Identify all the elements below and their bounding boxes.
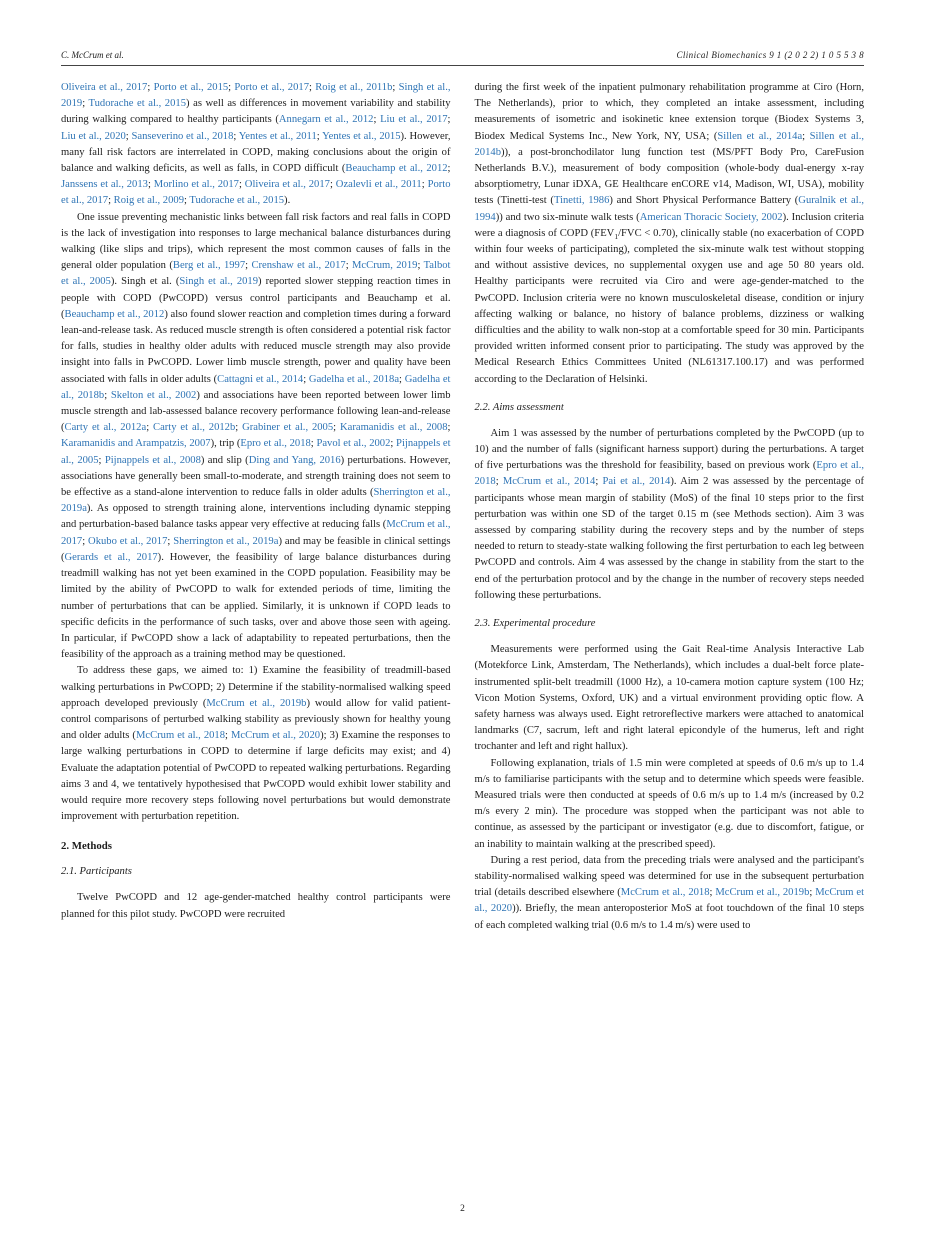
page-footer — [0, 1204, 925, 1214]
citation-link[interactable]: Gadelha et al., 2018b — [61, 373, 451, 401]
citation-link[interactable]: McCrum et al., 2014 — [502, 476, 596, 488]
citation-link[interactable]: Annegarn et al., 2012 — [278, 114, 374, 126]
citation-link[interactable]: Liu et al., 2017 — [380, 114, 448, 126]
subsection-heading: 2.3. Experimental procedure — [474, 618, 596, 630]
citation-link[interactable]: Ozalevli et al., 2011 — [335, 179, 422, 191]
citation-link[interactable]: Sherrington et al., 2019a — [173, 535, 279, 547]
citation-link[interactable]: Epro et al., 2018 — [240, 438, 311, 450]
citation-link[interactable]: Gadelha et al., 2018a — [308, 373, 400, 385]
citation-link[interactable]: Carty et al., 2012a — [64, 422, 147, 434]
citation-link[interactable]: Oliveira et al., 2017 — [244, 179, 330, 191]
paragraph: Measurements were performed using the Gait Real-time Analysis Interactive Lab (Motekforce Link, Amsterdam, The Netherlands), which includes a dual-belt force plate-instrumented split-belt treadmill (1000 Hz), a 10-camera motion capture system (100 Hz; Vicon Motion Systems, Oxford, UK) and a virtual environment providing optic flow. A safety harness was always used. Eight retroreflective markers were attached to anatomical landmarks (C7, sacrum, left and right lateral epicondyle of the humerus, left and right trochanter and left and right hallux). — [474, 644, 864, 753]
citation-link[interactable]: Pijnappels et al., 2005 — [61, 438, 451, 466]
citation-link[interactable]: Pavol et al., 2002 — [316, 438, 391, 450]
paragraph: Twelve PwCOPD and 12 age-gender-matched healthy control participants were planned for this pilot study. PwCOPD were recruited — [61, 892, 451, 920]
citation-link[interactable]: Berg et al., 1997 — [172, 260, 246, 272]
citation-link[interactable]: McCrum et al., 2020 — [474, 887, 865, 915]
citation-link[interactable]: Porto et al., 2015 — [153, 82, 229, 93]
citation-link[interactable]: American Thoracic Society, 2002 — [639, 211, 783, 223]
article-body — [61, 80, 864, 934]
citation-link[interactable]: Karamanidis and Arampatzis, 2007 — [61, 438, 211, 450]
citation-link[interactable]: Beauchamp et al., 2012 — [345, 163, 448, 175]
citation-link[interactable]: Janssens et al., 2013 — [61, 179, 148, 191]
citation-link[interactable]: Okubo et al., 2017 — [88, 535, 168, 547]
citation-link[interactable]: Liu et al., 2020 — [61, 130, 126, 142]
citation-link[interactable]: Sillen et al., 2014b — [474, 130, 864, 158]
citation-link[interactable]: Tudorache et al., 2015 — [189, 195, 285, 207]
page-number: 2 — [460, 1204, 465, 1214]
citation-link[interactable]: Sanseverino et al., 2018 — [131, 130, 234, 142]
citation-link[interactable]: Carty et al., 2012b — [153, 422, 236, 434]
citation-link[interactable]: Cattagni et al., 2014 — [217, 373, 304, 385]
citation-link[interactable]: Pijnappels et al., 2008 — [104, 454, 201, 466]
citation-link[interactable]: Singh et al., 2019 — [179, 276, 259, 288]
citation-link[interactable]: Porto et al., 2017 — [61, 179, 451, 207]
citation-link[interactable]: Guralnik et al., 1994 — [474, 195, 865, 223]
citation-link[interactable]: Skelton et al., 2002 — [110, 389, 197, 401]
citation-link[interactable]: Sillen et al., 2014a — [717, 130, 803, 142]
subsection-heading: 2.1. Participants — [61, 866, 132, 878]
citation-link[interactable]: Tudorache et al., 2015 — [88, 98, 186, 110]
citation-link[interactable]: Talbot et al., 2005 — [61, 260, 451, 288]
paragraph: To address these gaps, we aimed to: 1) Examine the feasibility of treadmill-based walking perturbations in PwCOPD; 2) Determine if the stability-normalised walking speed approach developed previously (McCrum et al., 2019b) would allow for valid patient-control comparisons of perturbed walking stability as previously shown for healthy young and older adults (McCrum et al., 2018; McCrum et al., 2020); 3) Examine the responses to large walking perturbations in COPD to determine if large deficits may exist; and 4) Evaluate the adaptation potential of PwCOPD to repeated walking perturbations. Regarding aims 3 and 4, we tentatively hypothesised that PwCOPD would exhibit lower stability and would require more recovery steps following novel perturbations but would demonstrate improvement with perturbation repetition. — [61, 665, 451, 823]
citation-link[interactable]: McCrum et al., 2019b — [206, 697, 307, 709]
page-header — [61, 50, 864, 60]
citation-link[interactable]: Tinetti, 1986 — [553, 195, 610, 207]
citation-link[interactable]: Beauchamp et al., 2012 — [64, 308, 165, 320]
citation-link[interactable]: Singh et al., 2019 — [61, 82, 451, 110]
paragraph: during the first week of the inpatient pulmonary rehabilitation programme at Ciro (Horn, The Netherlands), prior to which, they completed an intake assessment, including measurements of isometric and isokinetic knee extension torque (Biodex Systems 3, Biodex Medical Systems Inc., New York, NY, USA; (Sillen et al., 2014a; Sillen et al., 2014b)), a post-bronchodilator lung function test (MS/PFT Body Pro, CareFusion Netherlands B.V.), measurement of body composition (whole-body dual-energy x-ray absorptiometry, Lunar iDXA, GE Healthcare enCORE v14, Madison, WI, USA), mobility tests (Tinetti-test (Tinetti, 1986) and Short Physical Performance Battery (Guralnik et al., 1994)) and two six-minute walk tests (American Thoracic Society, 2002). Inclusion criteria were a diagnosis of COPD ($FEV_1$/FVC < 0.70), clinically stable (no exacerbation of COPD within four weeks of participating), completed the six-minute walk test without stopping and without assistive devices, no supplemental oxygen use and age 50 80 years old. Healthy participants were recruited via Ciro and were age-gender-matched to the PwCOPD. Inclusion criteria were no known musculoskeletal disease, condition or injury affecting walking or balance, no history of balance problems, dizziness or walking difficulties and the ability to walk non-stop at a comfortable speed for 30 min. Participants provided written informed consent prior to participating. The study was approved by the Medical Research Ethics Committees United (NL61317.100.17) and was performed according to the Declaration of Helsinki. — [474, 82, 865, 385]
citation-link[interactable]: McCrum et al., 2018 — [135, 730, 226, 742]
citation-link[interactable]: Oliveira et al., 2017 — [61, 82, 148, 93]
citation-link[interactable]: Yentes et al., 2015 — [322, 130, 401, 142]
running-head-journal: Clinical Biomechanics 9 1 (2 0 2 2) 1 0 5 5 3 8 — [676, 50, 864, 60]
paragraph: Following explanation, trials of 1.5 min were completed at speeds of 0.6 m/s up to 1.4 m/s to familiarise participants with the setup and to determine which speeds were feasible. Measured trials were then conducted at speeds of 0.6 m/s up to 1.4 m/s (increased by 0.2 m/s every 2 min). The procedure was stopped when the participant was not able to continue, as assessed by the participant or investigator (e.g. due to discomfort, fatigue, or an inability to maintain walking at the prescribed speed). — [474, 757, 864, 850]
citation-link[interactable]: Karamanidis et al., 2008 — [339, 422, 448, 434]
citation-link[interactable]: Morlino et al., 2017 — [153, 179, 239, 191]
citation-link[interactable]: McCrum et al., 2019b — [715, 887, 810, 899]
citation-link[interactable]: McCrum et al., 2018 — [620, 887, 710, 899]
citation-link[interactable]: Grabiner et al., 2005 — [242, 422, 334, 434]
paragraph: One issue preventing mechanistic links between fall risk factors and real falls in COPD is the lack of investigation into responses to large mechanical balance disturbances during walking (like slips and trips), which represent the most common causes of falls in the general older population (Berg et al., 1997; Crenshaw et al., 2017; McCrum, 2019; Talbot et al., 2005). Singh et al. (Singh et al., 2019) reported slower stepping reaction times in people with COPD (PwCOPD) versus control participants and Beauchamp et al. (Beauchamp et al., 2012) also found slower reaction and completion times during a forward lean-and-release task. As reduced muscle strength is often considered a potential risk factor for falls, studies in healthy older adults with reduced muscle strength may also provide insight into falls in PwCOPD. Lower limb muscle strength, power and quality have been associated with falls in older adults (Cattagni et al., 2014; Gadelha et al., 2018a; Gadelha et al., 2018b; Skelton et al., 2002) and associations have been reported between lower limb muscle strength and lab-assessed balance recovery performance following lean-and-release (Carty et al., 2012a; Carty et al., 2012b; Grabiner et al., 2005; Karamanidis et al., 2008; Karamanidis and Arampatzis, 2007), trip (Epro et al., 2018; Pavol et al., 2002; Pijnappels et al., 2005; Pijnappels et al., 2008) and slip (Ding and Yang, 2016) perturbations. However, associations have generally been small-to-moderate, and strength training does not seem to be effective as a stand-alone intervention to reduce falls in older adults (Sherrington et al., 2019a). As opposed to strength training alone, interventions including dynamic stepping and perturbation-based balance tasks appear very effective at reducing falls (McCrum et al., 2017; Okubo et al., 2017; Sherrington et al., 2019a) and may be feasible in clinical settings (Gerards et al., 2017). However, the feasibility of large balance disturbances during treadmill walking has not yet been examined in the COPD population. Feasibility may be limited by the ability of PwCOPD to walk for extended periods of time, limiting the number of perturbations that can be applied. Similarly, it is unknown if COPD leads to specific deficits in the performance of such tasks, over and above those seen with ageing. In particular, if PwCOPD show a lack of adaptability to repeated perturbations, then the feasibility of the approach as a training method may be questioned. — [61, 211, 451, 661]
citation-link[interactable]: Yentes et al., 2011 — [238, 130, 317, 142]
citation-link[interactable]: Sherrington et al., 2019a — [61, 487, 451, 515]
citation-link[interactable]: Crenshaw et al., 2017 — [251, 260, 346, 272]
citation-link[interactable]: Gerards et al., 2017 — [64, 551, 158, 563]
subscript-text: 1 — [614, 231, 619, 241]
citation-link[interactable]: Pai et al., 2014 — [602, 476, 671, 488]
subsection-heading: 2.2. Aims assessment — [474, 401, 564, 413]
running-head-authors: C. McCrum et al. — [61, 50, 124, 60]
citation-link[interactable]: Roig et al., 2009 — [113, 195, 184, 207]
paragraph: During a rest period, data from the preceding trials were analysed and the participant's stability-normalised walking speed was determined for use in the subsequent perturbation trial (details described elsewhere (McCrum et al., 2018; McCrum et al., 2019b; McCrum et al., 2020)). Briefly, the mean anteroposterior MoS at foot touchdown of the final 10 steps of each completed walking trial (0.6 m/s to 1.4 m/s) were used to — [474, 854, 865, 931]
right-column — [475, 80, 865, 934]
citation-link[interactable]: Roig et al., 2011b — [315, 82, 393, 93]
citation-link[interactable]: McCrum et al., 2020 — [231, 730, 321, 742]
citation-link[interactable]: Porto et al., 2017 — [234, 82, 309, 93]
citation-link[interactable]: Epro et al., 2018 — [474, 460, 864, 488]
paragraph: Aim 1 was assessed by the number of perturbations completed by the PwCOPD (up to 10) and the number of falls (significant harness support) during the perturbations. A target of five perturbations was the threshold for feasibility, based on previous work (Epro et al., 2018; McCrum et al., 2014; Pai et al., 2014). Aim 2 was assessed by the percentage of participants whose mean margin of stability (MoS) of the final 10 steps prior to the first perturbation was within one SD of the target 0.15 m (see Methods section). Aim 3 was assessed by comparing stability during the recovery steps and by the number of steps needed to return to steady-state walking following the first perturbation to each leg between PwCOPD and controls. Aim 4 was assessed by the change in stability from the start to the end of the perturbation protocol and by the change in the number of recovery steps needed following these perturbations. — [474, 427, 865, 601]
left-column — [61, 80, 451, 934]
citation-link[interactable]: McCrum, 2019 — [352, 260, 418, 272]
citation-link[interactable]: Ding and Yang, 2016 — [248, 454, 341, 466]
header-rule — [61, 65, 864, 66]
citation-link[interactable]: McCrum et al., 2017 — [61, 519, 451, 547]
paragraph: Oliveira et al., 2017; Porto et al., 2015; Porto et al., 2017; Roig et al., 2011b; Singh et al., 2019; Tudorache et al., 2015) as well as differences in movement variability and stability during walking compared to healthy participants (Annegarn et al., 2012; Liu et al., 2017; Liu et al., 2020; Sanseverino et al., 2018; Yentes et al., 2011; Yentes et al., 2015). However, many fall risk factors are interrelated in COPD, making conclusions about the origin of balance and walking deficits, as well as falls, in COPD difficult (Beauchamp et al., 2012; Janssens et al., 2013; Morlino et al., 2017; Oliveira et al., 2017; Ozalevli et al., 2011; Porto et al., 2017; Roig et al., 2009; Tudorache et al., 2015). — [61, 82, 451, 207]
section-heading: 2. Methods — [61, 840, 112, 853]
